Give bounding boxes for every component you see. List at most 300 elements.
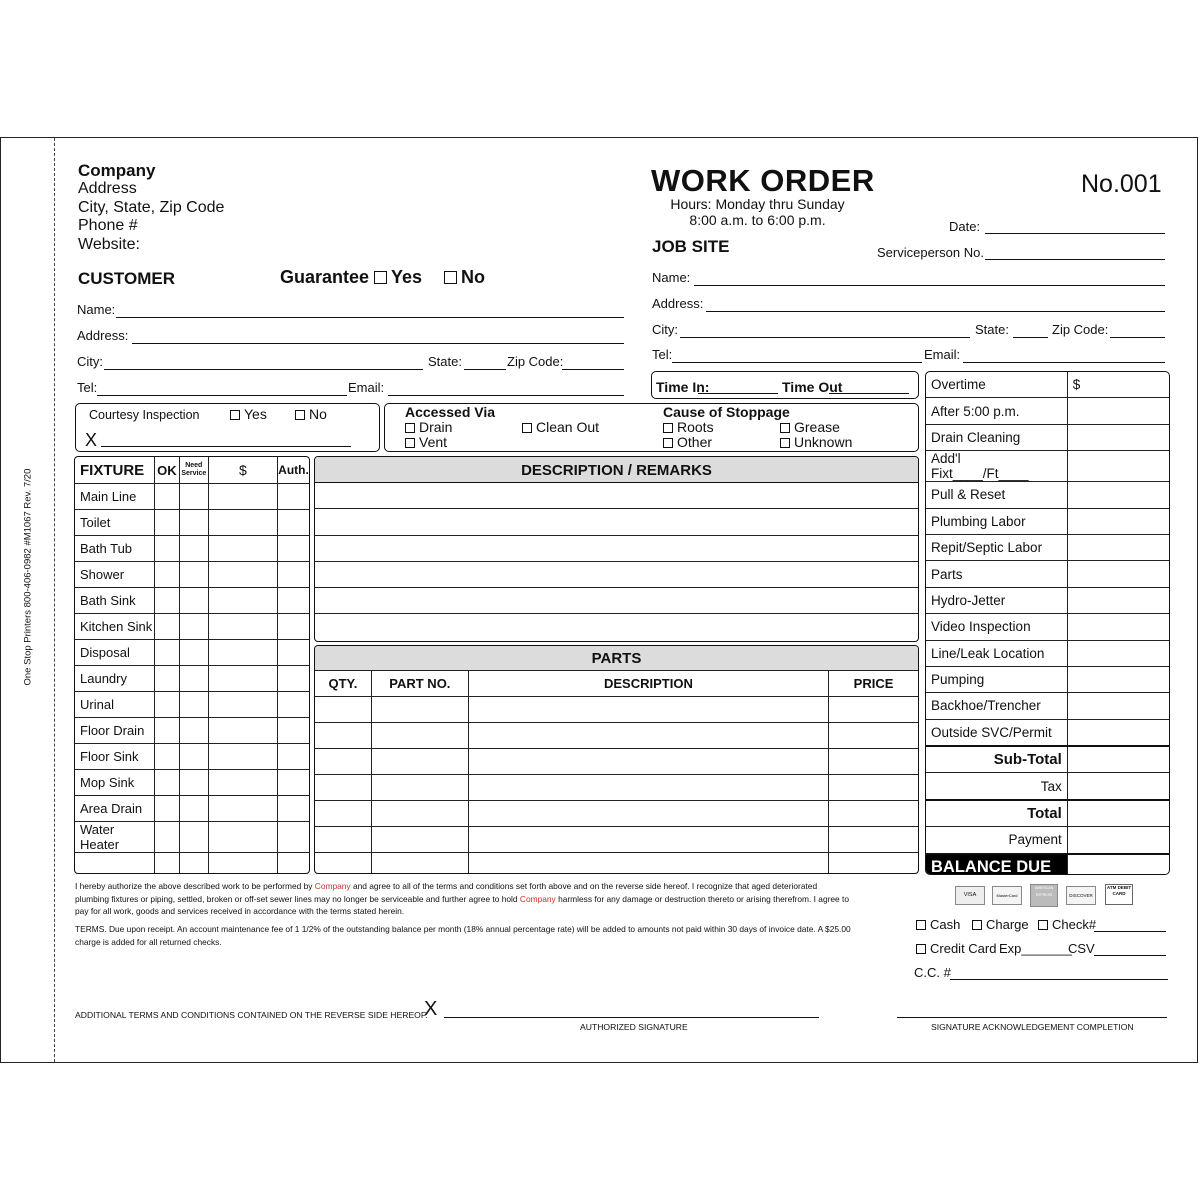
price-cell[interactable] [829,853,919,875]
pay-cash-label: Cash [930,917,961,932]
customer-email-label: Email: [348,380,385,395]
ok-cell[interactable] [154,536,179,562]
ok-cell[interactable] [154,484,179,510]
jobsite-name-label: Name: [652,270,691,285]
amount-cell[interactable] [208,666,277,692]
customer-zip-field[interactable] [562,369,624,370]
price-cell[interactable] [829,775,919,801]
pay-check-label: Check# [1052,917,1097,932]
auth-text-2: and agree to all of the terms and conditions set forth above and on the reverse side hereof. I recognize that aged deteriorated plumbing fixtures or piping, settled, broken or off-set sewer lines may no longer be serviceable and further agree to hold [75,881,818,904]
auth-cell[interactable] [277,640,309,666]
accessed-clean-out[interactable] [522,419,599,435]
cc-label: C.C. # [914,965,951,980]
fixture-table [74,456,310,874]
charge-row [926,614,1170,640]
jobsite-heading: JOB SITE [652,237,730,256]
date-label: Date: [949,219,981,234]
auth-text-1: I hereby authorize the above described work to be performed by [75,881,313,891]
check-number-field[interactable] [1094,931,1166,932]
customer-zip-label: Zip Code: [507,354,564,369]
price-cell[interactable] [829,827,919,853]
parts-description-header: DESCRIPTION [468,671,828,697]
hours-line-2: 8:00 a.m. to 6:00 p.m. [689,212,826,228]
subtotal-row-amount[interactable] [1067,746,1169,773]
auth-cell[interactable] [277,588,309,614]
auth-header: Auth. [277,457,309,484]
csv-label: CSV [1068,941,1095,956]
pay-credit-card-label: Credit Card [930,941,997,956]
pay-cash[interactable] [916,917,960,933]
parts-heading: PARTS [315,646,918,671]
auth-cell[interactable] [277,510,309,536]
charge-row-label: Line/Leak Location [926,640,1068,666]
serviceperson-field[interactable] [985,259,1165,260]
charge-row-amount[interactable] [1067,508,1169,534]
charge-row [926,398,1170,424]
ok-cell[interactable] [154,614,179,640]
auth-cell[interactable] [277,484,309,510]
stoppage-other-label: Other [677,434,713,450]
qty-cell[interactable] [315,827,372,853]
amount-cell[interactable] [208,770,277,796]
amount-cell[interactable] [208,744,277,770]
total-row-label: Total [926,800,1068,827]
charge-row [926,587,1170,613]
fixture-name: Floor Sink [75,744,155,770]
checkbox-icon [663,438,673,448]
checkbox-icon [972,920,982,930]
part-no-cell[interactable] [371,775,468,801]
need-service-header: Need Service [179,457,208,484]
visa-icon: VISA [955,886,985,905]
qty-cell[interactable] [315,853,372,875]
customer-address-field[interactable] [132,343,624,344]
charge-row-label: After 5:00 p.m. [926,398,1068,424]
jobsite-name-field[interactable] [694,285,1165,286]
table-row [315,827,919,853]
part-description-cell[interactable] [468,697,828,723]
checkbox-icon [916,920,926,930]
charge-row-label: Plumbing Labor [926,508,1068,534]
courtesy-no[interactable] [295,406,327,422]
table-row [75,718,310,744]
courtesy-yes[interactable] [230,406,267,422]
customer-city-field[interactable] [104,369,423,370]
auth-company-1: Company [314,881,351,891]
checkbox-icon [405,423,415,433]
jobsite-email-label: Email: [924,347,961,362]
guarantee-label: Guarantee [280,267,370,287]
ok-cell[interactable] [154,562,179,588]
customer-address-label: Address: [77,328,129,343]
ok-cell[interactable] [154,796,179,822]
accessed-vent[interactable] [405,434,447,450]
checkbox-icon [444,271,457,284]
balance-due-row-amount[interactable] [1067,854,1169,875]
need-service-cell[interactable] [179,770,208,796]
part-no-cell[interactable] [371,697,468,723]
cc-number-field[interactable] [950,979,1168,980]
customer-tel-field[interactable] [97,395,347,396]
fixture-name: Area Drain [75,796,155,822]
fixture-name: Water Heater [75,822,155,853]
accessed-clean-out-label: Clean Out [536,419,600,435]
stoppage-unknown-label: Unknown [794,434,853,450]
ack-signature-field[interactable] [897,1017,1167,1018]
checkbox-icon [405,438,415,448]
amount-cell[interactable] [208,562,277,588]
table-row [75,744,310,770]
qty-cell[interactable] [315,723,372,749]
auth-cell[interactable] [277,770,309,796]
part-description-cell[interactable] [468,775,828,801]
stoppage-heading: Cause of Stoppage [663,404,790,420]
fixture-name: Bath Tub [75,536,155,562]
charge-row-label: Repit/Septic Labor [926,534,1068,560]
checkbox-icon [230,410,240,420]
csv-field[interactable] [1094,955,1166,956]
description-line[interactable] [315,535,918,562]
atm-debit-icon: ATM DEBIT CARD [1105,884,1133,905]
payment-row-label: Payment [926,827,1068,854]
time-in-label: Time In: [656,379,710,395]
stoppage-roots[interactable] [663,419,714,435]
amount-cell[interactable] [208,536,277,562]
part-no-cell[interactable] [371,723,468,749]
table-row [75,853,310,875]
fixture-name: Shower [75,562,155,588]
table-row [75,822,310,853]
time-out-field[interactable] [829,393,909,394]
authorized-signature-field[interactable] [444,1017,819,1018]
subtotal-row [926,746,1170,773]
tax-row [926,773,1170,800]
guarantee-no[interactable] [444,269,485,285]
need-service-cell[interactable] [179,562,208,588]
table-row [75,510,310,536]
hours [640,196,875,228]
qty-cell[interactable] [315,801,372,827]
table-row [75,666,310,692]
qty-header: QTY. [315,671,372,697]
charge-row-label: Video Inspection [926,614,1068,640]
fixture-name: Floor Drain [75,718,155,744]
accessed-heading: Accessed Via [405,404,496,420]
pay-charge-label: Charge [986,917,1029,932]
customer-tel-label: Tel: [77,380,98,395]
charge-row-amount[interactable]: $ [1067,372,1169,398]
ok-cell[interactable] [154,510,179,536]
amount-cell[interactable] [208,588,277,614]
qty-cell[interactable] [315,697,372,723]
auth-cell[interactable] [277,853,309,875]
time-in-field[interactable] [698,393,778,394]
part-no-cell[interactable] [371,827,468,853]
order-number: No.001 [1081,170,1162,198]
ack-signature-label: SIGNATURE ACKNOWLEDGEMENT COMPLETION [931,1022,1134,1032]
courtesy-no-label: No [309,406,327,422]
description-line[interactable] [315,482,918,509]
auth-company-2: Company [519,893,556,904]
part-description-cell[interactable] [468,827,828,853]
charge-row [926,451,1170,482]
jobsite-zip-field[interactable] [1110,337,1165,338]
subtotal-row-label: Sub-Total [926,746,1068,773]
jobsite-state-label: State: [975,322,1009,337]
balance-due-row [926,854,1170,875]
charge-row-amount[interactable] [1067,534,1169,560]
description-panel [314,456,919,642]
charge-row-amount[interactable] [1067,614,1169,640]
company-website: Website: [78,235,140,253]
perforation-line [54,138,55,1062]
amount-cell[interactable] [208,484,277,510]
charge-row-amount[interactable] [1067,398,1169,424]
company-address: Address [78,180,137,198]
company-name: Company [78,161,156,180]
jobsite-state-field[interactable] [1013,337,1048,338]
charge-row-label: Add'l Fixt____/Ft____ [926,451,1068,482]
pay-charge[interactable] [972,917,1029,933]
auth-cell[interactable] [277,536,309,562]
tax-row-label: Tax [926,773,1068,800]
part-description-cell[interactable] [468,853,828,875]
jobsite-email-field[interactable] [963,362,1165,363]
amount-cell[interactable] [208,718,277,744]
stoppage-unknown[interactable] [780,434,852,450]
customer-city-label: City: [77,354,103,369]
auth-cell[interactable] [277,744,309,770]
jobsite-tel-field[interactable] [672,362,922,363]
serviceperson-label: Serviceperson No. [877,245,984,260]
description-line[interactable] [315,561,918,588]
date-field[interactable] [985,233,1165,234]
charges-rows [926,372,1170,876]
stoppage-grease[interactable] [780,419,840,435]
printer-info: One Stop Printers 800-406-0982 #M1067 Rev. 7/20 [22,468,34,686]
amount-cell[interactable] [208,510,277,536]
jobsite-address-field[interactable] [706,311,1165,312]
checkbox-icon [916,944,926,954]
charge-row [926,561,1170,587]
ok-cell[interactable] [154,692,179,718]
part-description-cell[interactable] [468,749,828,775]
part-description-cell[interactable] [468,723,828,749]
fixture-header: FIXTURE [75,457,155,484]
company-phone: Phone # [78,217,138,235]
authorized-signature-label: AUTHORIZED SIGNATURE [580,1022,688,1032]
ok-cell[interactable] [154,744,179,770]
fixture-name [75,853,155,875]
need-service-cell[interactable] [179,484,208,510]
amount-cell[interactable] [208,822,277,853]
table-row [75,770,310,796]
accessed-drain-label: Drain [419,419,453,435]
charge-row [926,424,1170,450]
tax-row-amount[interactable] [1067,773,1169,800]
charge-row-amount[interactable] [1067,424,1169,450]
need-service-cell[interactable] [179,614,208,640]
company-city: City, State, Zip Code [78,198,225,216]
need-service-cell[interactable] [179,853,208,875]
terms-text: TERMS. Due upon receipt. An account maintenance fee of 1 1/2% of the outstanding balance per month (18% annual percentage rate) will be added to amounts not paid within 30 days of invoice date. A $25.00 charge is added for all returned checks. [75,924,851,947]
charge-row [926,508,1170,534]
need-service-cell[interactable] [179,822,208,853]
dollar-header: $ [208,457,277,484]
customer-state-field[interactable] [464,369,506,370]
charge-row-amount[interactable] [1067,693,1169,719]
ok-cell[interactable] [154,666,179,692]
part-no-header: PART NO. [371,671,468,697]
need-service-cell[interactable] [179,510,208,536]
pay-credit-card[interactable] [916,941,996,957]
ok-header: OK [154,457,179,484]
auth-cell[interactable] [277,822,309,853]
amex-icon: AMERICAN EXPRESS [1030,884,1058,907]
courtesy-signature-field[interactable] [101,446,351,447]
fixture-name: Laundry [75,666,155,692]
charges-panel [925,371,1170,875]
need-service-cell[interactable] [179,718,208,744]
charge-row-label: Outside SVC/Permit [926,719,1068,746]
ok-cell[interactable] [154,718,179,744]
charge-row [926,693,1170,719]
total-row-amount[interactable] [1067,800,1169,827]
customer-name-field[interactable] [116,317,624,318]
fixture-rows [75,484,310,875]
mastercard-icon: MasterCard [992,886,1022,905]
parts-panel [314,645,919,874]
fixture-panel [74,456,310,874]
table-row [315,723,919,749]
amount-cell[interactable] [208,692,277,718]
accessed-vent-label: Vent [419,434,448,450]
charge-row-amount[interactable] [1067,482,1169,508]
parts-table [314,670,919,874]
description-heading: DESCRIPTION / REMARKS [315,457,918,483]
fixture-name: Toilet [75,510,155,536]
charge-row-amount[interactable] [1067,640,1169,666]
description-line[interactable] [315,614,918,640]
discover-icon: DISCOVER [1066,886,1096,905]
ok-cell[interactable] [154,588,179,614]
amount-cell[interactable] [208,796,277,822]
qty-cell[interactable] [315,775,372,801]
ok-cell[interactable] [154,640,179,666]
fixture-name: Disposal [75,640,155,666]
need-service-cell[interactable] [179,692,208,718]
price-cell[interactable] [829,749,919,775]
customer-state-label: State: [428,354,462,369]
balance-due-row-label: BALANCE DUE [926,854,1068,875]
ok-cell[interactable] [154,822,179,853]
table-row [315,775,919,801]
auth-cell[interactable] [277,666,309,692]
stoppage-roots-label: Roots [677,419,714,435]
hours-line-1: Hours: Monday thru Sunday [670,196,845,212]
fixture-name: Main Line [75,484,155,510]
ok-cell[interactable] [154,770,179,796]
auth-cell[interactable] [277,614,309,640]
charge-row-label: Parts [926,561,1068,587]
need-service-cell[interactable] [179,640,208,666]
charge-row-amount[interactable] [1067,719,1169,746]
table-row [75,692,310,718]
description-line[interactable] [315,587,918,614]
part-no-cell[interactable] [371,801,468,827]
auth-cell[interactable] [277,692,309,718]
need-service-cell[interactable] [179,536,208,562]
charge-row-amount[interactable] [1067,587,1169,613]
auth-cell[interactable] [277,562,309,588]
description-line[interactable] [315,508,918,535]
auth-cell[interactable] [277,796,309,822]
checkbox-icon [780,438,790,448]
price-header: PRICE [829,671,919,697]
amount-cell[interactable] [208,853,277,875]
table-row [75,640,310,666]
price-cell[interactable] [829,723,919,749]
part-description-cell[interactable] [468,801,828,827]
table-row [315,749,919,775]
need-service-cell[interactable] [179,588,208,614]
part-no-cell[interactable] [371,853,468,875]
payment-row-amount[interactable] [1067,827,1169,854]
table-row [315,801,919,827]
need-service-cell[interactable] [179,796,208,822]
amount-cell[interactable] [208,614,277,640]
jobsite-city-field[interactable] [680,337,970,338]
price-cell[interactable] [829,697,919,723]
price-cell[interactable] [829,801,919,827]
stoppage-other[interactable] [663,434,712,450]
authorization-text [75,880,851,918]
ok-cell[interactable] [154,853,179,875]
checkbox-icon [522,423,532,433]
charge-row [926,534,1170,560]
accessed-drain[interactable] [405,419,452,435]
charge-row-amount[interactable] [1067,561,1169,587]
exp-label: Exp_______ [999,941,1073,956]
customer-heading: CUSTOMER [78,269,175,288]
charge-row-amount[interactable] [1067,451,1169,482]
total-row [926,800,1170,827]
charge-row [926,719,1170,746]
charge-row [926,640,1170,666]
charge-row [926,372,1170,398]
charge-row-amount[interactable] [1067,666,1169,692]
pay-check[interactable] [1038,917,1096,933]
part-no-cell[interactable] [371,749,468,775]
need-service-cell[interactable] [179,666,208,692]
amount-cell[interactable] [208,640,277,666]
checkbox-icon [374,271,387,284]
company-block [78,162,224,254]
charge-row-label: Hydro-Jetter [926,587,1068,613]
need-service-cell[interactable] [179,744,208,770]
guarantee-yes[interactable] [374,269,422,285]
customer-email-field[interactable] [388,395,624,396]
qty-cell[interactable] [315,749,372,775]
courtesy-yes-label: Yes [244,406,267,422]
table-row [75,796,310,822]
auth-cell[interactable] [277,718,309,744]
charge-row [926,482,1170,508]
table-row [75,614,310,640]
table-row [75,588,310,614]
charge-row-label: Pumping [926,666,1068,692]
additional-terms: ADDITIONAL TERMS AND CONDITIONS CONTAINED ON THE REVERSE SIDE HEREOF. [75,1010,428,1020]
